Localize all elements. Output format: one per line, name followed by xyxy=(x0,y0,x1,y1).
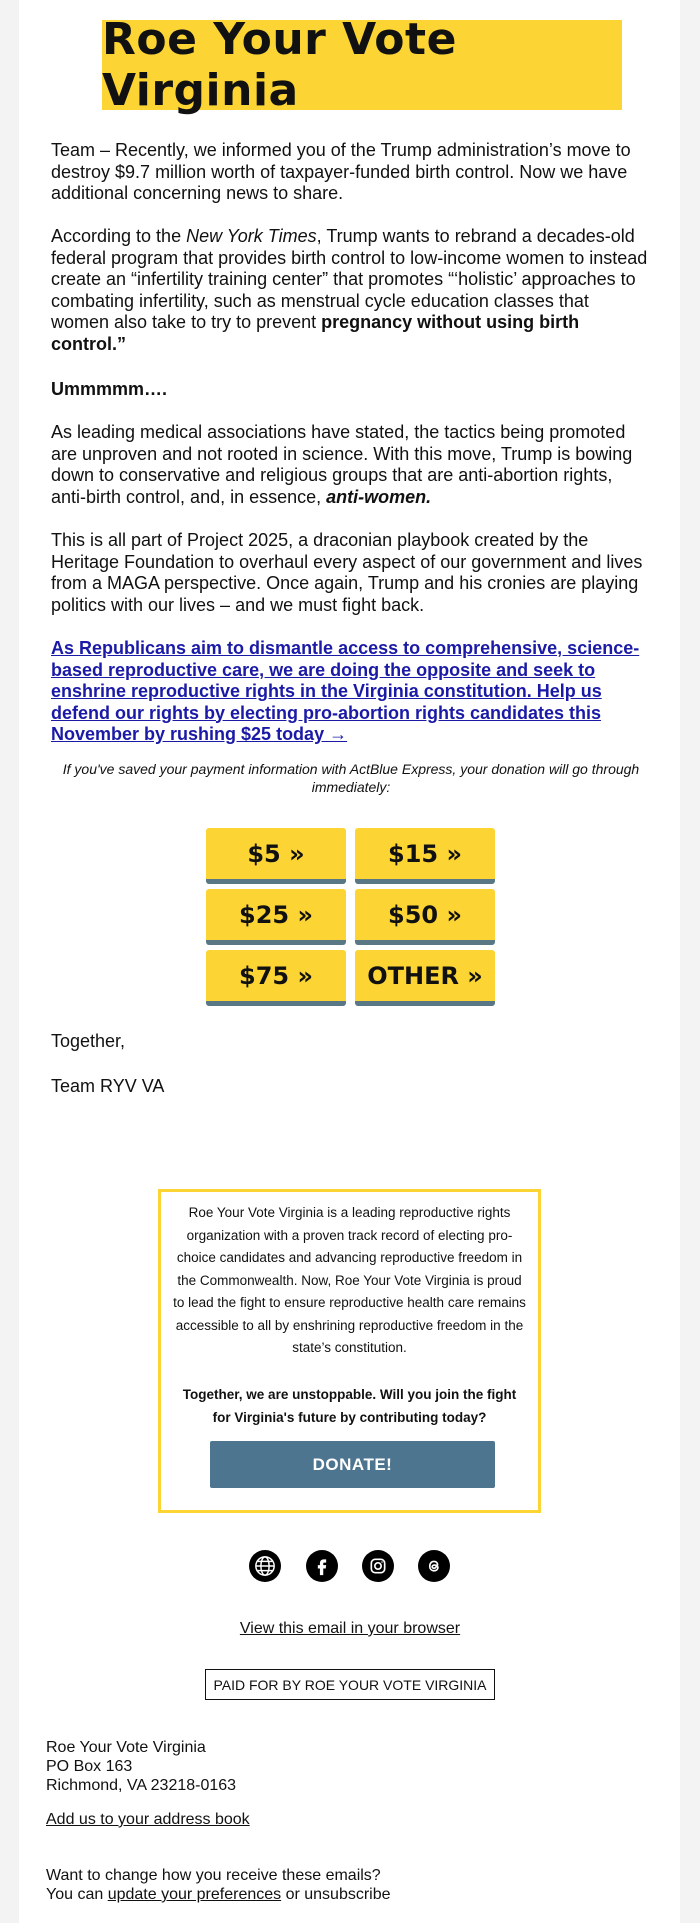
donate-50-button[interactable]: $50 » xyxy=(355,889,495,945)
nyt-source: New York Times xyxy=(186,226,317,246)
about-box xyxy=(158,1189,541,1513)
nyt-text: , Trump wants to rebrand a decades-old federal program that provides birth control to low-income women to instead create an “infertility training center” that promotes “‘holistic’ approaches to combating infertility, such as menstrual cycle education classes that women also take to try to prevent xyxy=(51,226,648,332)
medical-emphasis: anti-women. xyxy=(326,486,432,507)
threads-icon[interactable] xyxy=(418,1550,450,1582)
cta-donate-link[interactable]: As Republicans aim to dismantle access to comprehensive, science-based reproductive care, we are doing the opposite and seek to enshrine reproductive rights in the Virginia constitution. Help us defend our rights by electing pro-abortion rights candidates this November by rushing $25 today → xyxy=(51,638,640,744)
preferences-block xyxy=(46,1866,391,1904)
address-org: Roe Your Vote Virginia xyxy=(46,1739,206,1756)
paid-for-disclaimer: PAID FOR BY ROE YOUR VOTE VIRGINIA xyxy=(205,1669,495,1700)
donate-other-button[interactable]: OTHER » xyxy=(355,950,495,1006)
address-book-link[interactable]: Add us to your address book xyxy=(46,1811,250,1828)
medical-text: As leading medical associations have stated, the tactics being promoted are unproven and not rooted in science. With this move, Trump is bowing down to conservative and religious groups that are anti-abortion rights, anti-birth control, and, in essence, xyxy=(51,422,633,507)
paragraph-ummm: Ummmmm…. xyxy=(51,379,168,399)
nyt-bold: pregnancy without using birth control.” xyxy=(51,312,580,354)
donate-15-button[interactable]: $15 » xyxy=(355,828,495,884)
view-in-browser-link[interactable]: View this email in your browser xyxy=(239,1620,461,1637)
about-text: Roe Your Vote Virginia is a leading reproductive rights organization with a proven track record of electing pro-choice candidates and advancing reproductive freedom in the Commonwealth. Now, Roe Your Vote Virginia is proud to lead the fight to ensure reproductive health care remains accessible to all by enshrining reproductive freedom in the state’s constitution. xyxy=(173,1205,526,1355)
header-banner xyxy=(102,14,622,116)
closing: Together, xyxy=(51,1031,126,1051)
change-prompt: Want to change how you receive these emails? xyxy=(46,1867,381,1884)
nyt-lead: According to the xyxy=(51,226,187,246)
paragraph-project-2025: This is all part of Project 2025, a draconian playbook created by the Heritage Foundation to overhaul every aspect of our government and lives from a MAGA perspective. Once again, Trump and his cronies are playing politics with our lives – and we must fight back. xyxy=(51,530,643,615)
facebook-icon[interactable] xyxy=(306,1550,338,1582)
donate-button[interactable]: DONATE! xyxy=(210,1441,495,1488)
paragraph-medical xyxy=(51,422,651,508)
signature: Team RYV VA xyxy=(51,1076,165,1096)
actblue-express-note: If you've saved your payment information with ActBlue Express, your donation will go through immediately: xyxy=(62,761,640,795)
header-title: Roe Your Vote Virginia xyxy=(102,14,457,116)
you-can: You can xyxy=(46,1886,108,1903)
update-preferences-link[interactable]: update your preferences xyxy=(107,1886,282,1903)
paragraph-intro: Team – Recently, we informed you of the Trump administration’s move to destroy $9.7 million worth of taxpayer-funded birth control. Now we have additional concerning news to share. xyxy=(51,140,631,203)
address-block xyxy=(46,1738,236,1795)
globe-icon[interactable] xyxy=(249,1550,281,1582)
instagram-icon[interactable] xyxy=(362,1550,394,1582)
address-po-box: PO Box 163 xyxy=(46,1758,133,1775)
about-ask: Together, we are unstoppable. Will you join the fight for Virginia's future by contributing today? xyxy=(182,1387,517,1425)
donate-25-button[interactable]: $25 » xyxy=(206,889,346,945)
donate-5-button[interactable]: $5 » xyxy=(206,828,346,884)
donate-75-button[interactable]: $75 » xyxy=(206,950,346,1006)
paragraph-nyt xyxy=(51,226,651,355)
unsubscribe-text[interactable]: or unsubscribe xyxy=(281,1886,391,1903)
address-city: Richmond, VA 23218-0163 xyxy=(46,1777,237,1794)
